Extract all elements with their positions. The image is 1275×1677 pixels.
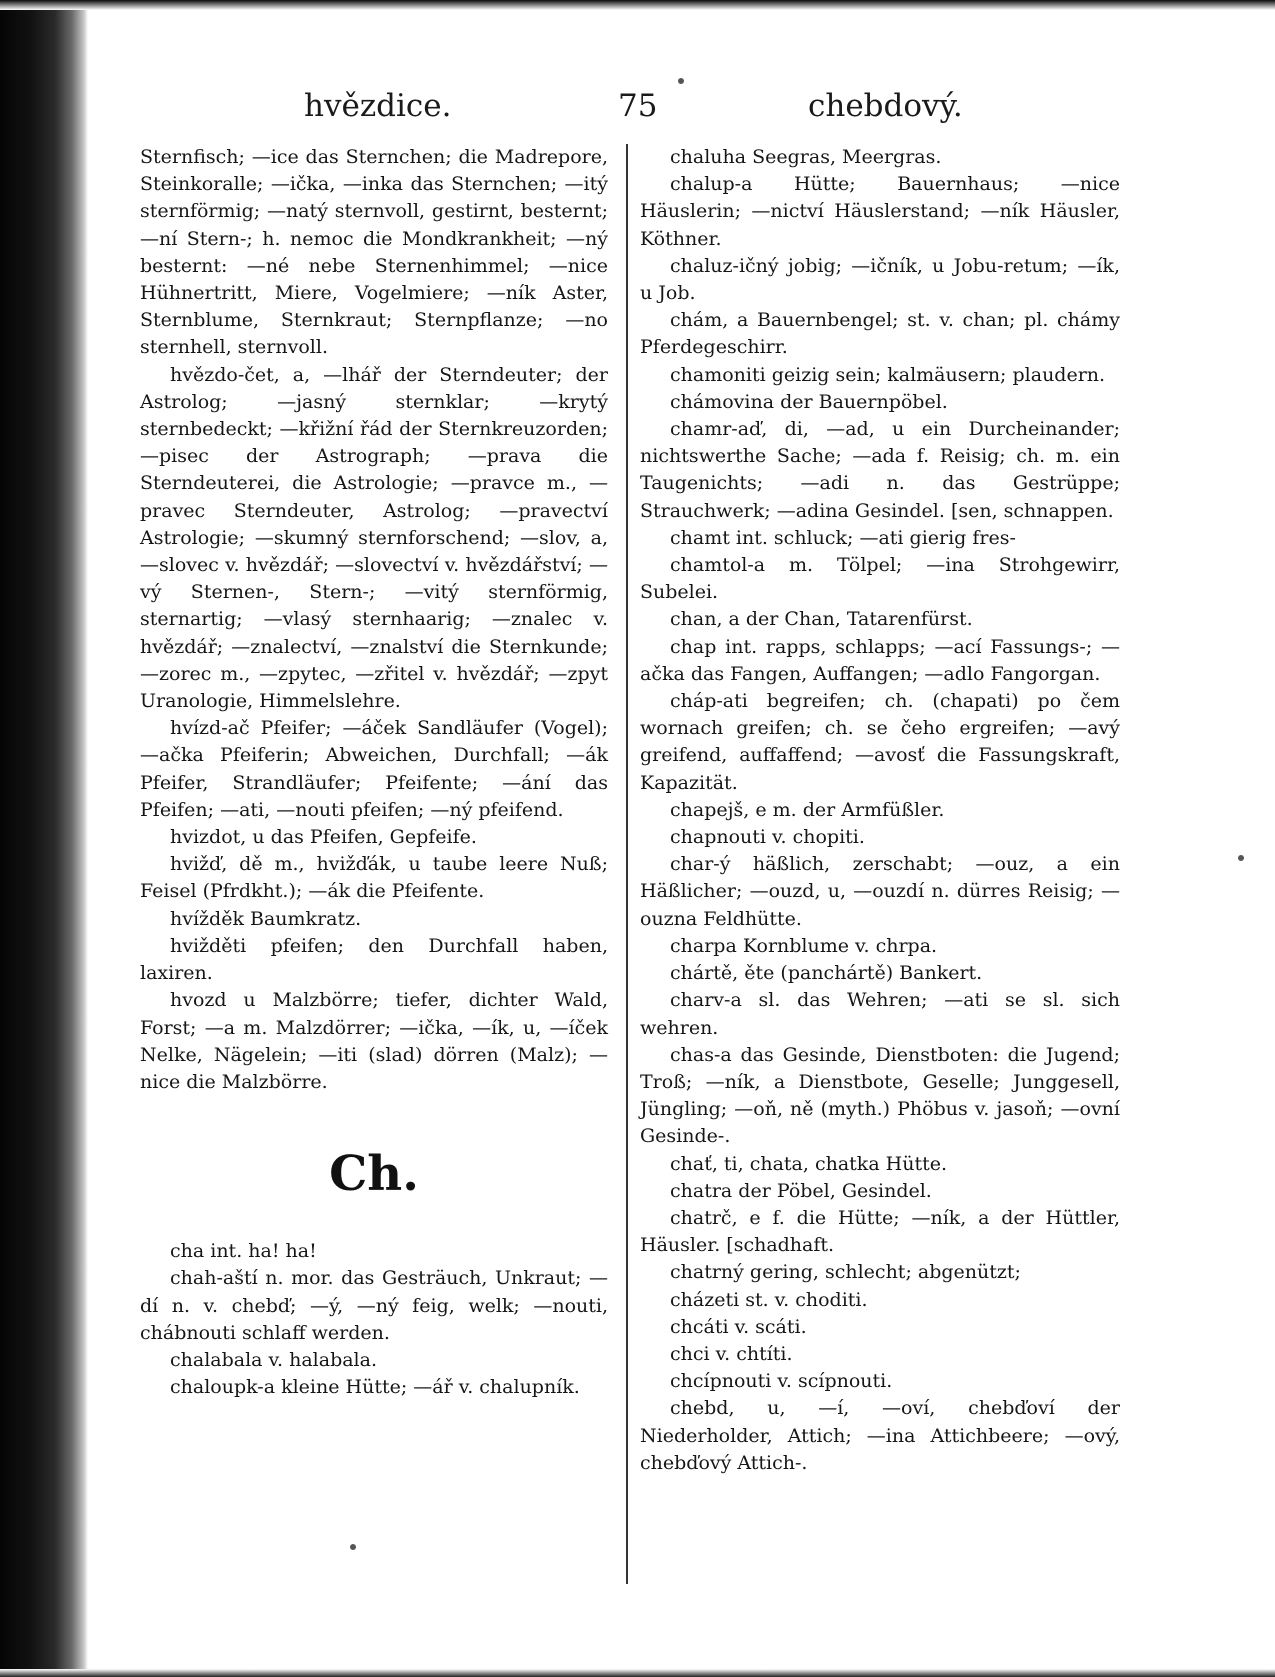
dictionary-entry: hvižděti pfeifen; den Durchfall haben, laxiren.	[140, 934, 608, 985]
dictionary-entry: chan, a der Chan, Tatarenfürst.	[670, 608, 973, 631]
left-column	[140, 144, 608, 1401]
dictionary-entry: chci v. chtíti.	[670, 1342, 793, 1365]
scan-binding-shadow	[0, 0, 88, 1677]
dictionary-entry: cháp-ati begreifen; ch. (chapati) po čem wornach greifen; ch. se čeho ergreifen; —avý greifend, auffaffend; —avosť die Fassungskraft, Kapazität.	[640, 690, 1120, 794]
dictionary-entry: charv-a sl. das Wehren; —ati se sl. sich wehren.	[640, 989, 1120, 1039]
dictionary-entry: chap int. rapps, schlapps; —ací Fassungs-; —ačka das Fangen, Auffangen; —adlo Fangorgan.	[640, 635, 1120, 685]
dictionary-entry: Sternfisch; —ice das Sternchen; die Madrepore, Steinkoralle; —ička, —inka das Sternchen; —itý sternförmig; —natý sternvoll, gestirnt, besternt; —ní Stern-; h. nemoc die Mondkrankheit; —ný besternt: —né nebe Sternenhimmel; —nice Hühnertritt, Miere, Vogelmiere; —ník Aster, Sternblume, Sternkraut; Sternpflanze; —no sternhell, sternvoll.	[140, 146, 608, 359]
dictionary-entry: chatrč, e f. die Hütte; —ník, a der Hüttler, Häusler. [schadhaft.	[640, 1206, 1120, 1257]
dictionary-entry: hvízd-ač Pfeifer; —áček Sandläufer (Vogel); —ačka Pfeiferin; Abweichen, Durchfall; —ák Pfeifer, Strandläufer; Pfeifente; —ání das Pfeifen; —ati, —nouti pfeifen; —ný pfeifend.	[140, 717, 608, 821]
dictionary-entry: charpa Kornblume v. chrpa.	[670, 934, 938, 957]
page-number: 75	[618, 88, 658, 124]
dictionary-entry: hvížděk Baumkratz.	[170, 907, 362, 930]
dictionary-entry: chapnouti v. chopiti.	[670, 826, 865, 849]
dictionary-entry: chas-a das Gesinde, Dienstboten: die Jugend; Troß; —ník, a Dienstbote, Geselle; Junggesell, Jüngling; —oň, ně (myth.) Phöbus v. jasoň; —ovní Gesinde-.	[640, 1043, 1120, 1148]
dictionary-page	[140, 78, 1125, 1598]
dictionary-entry: chať, ti, chata, chatka Hütte.	[670, 1152, 948, 1175]
dictionary-entry: chaloupk-a kleine Hütte; —ář v. chalupník.	[170, 1376, 580, 1399]
dictionary-entry: chatrný gering, schlecht; abgenützt;	[670, 1261, 1021, 1284]
dictionary-entry: chamtol-a m. Tölpel; —ina Strohgewirr, Subelei.	[640, 554, 1120, 604]
dictionary-entry: chaluz-ičný jobig; —ičník, u Jobu-retum; —ík, u Job.	[640, 254, 1120, 305]
print-speck	[350, 1544, 356, 1550]
dictionary-entry: chamt int. schluck; —ati gierig fres-	[670, 526, 1016, 549]
scan-bottom-edge	[0, 1669, 1275, 1677]
dictionary-entry: chamoniti geizig sein; kalmäusern; plaudern.	[670, 363, 1106, 386]
scan-top-edge	[0, 0, 1275, 10]
running-head-first-word: hvězdice.	[304, 88, 452, 124]
dictionary-entry: chalup-a Hütte; Bauernhaus; —nice Häuslerin; —nictví Häuslerstand; —ník Häusler, Köthner.	[640, 173, 1120, 250]
dictionary-entry: cha int. ha! ha!	[170, 1240, 317, 1263]
column-divider	[626, 144, 628, 1584]
dictionary-entry: chámovina der Bauernpöbel.	[670, 390, 948, 413]
section-heading: Ch.	[329, 1146, 419, 1203]
dictionary-entry: char-ý häßlich, zerschabt; —ouz, a ein Häßlicher; —ouzd, u, —ouzdí n. dürres Reisig; —ouzna Feldhütte.	[640, 853, 1120, 930]
dictionary-entry: chaluha Seegras, Meergras.	[670, 146, 942, 168]
dictionary-entry: chártě, ěte (panchártě) Bankert.	[670, 962, 983, 985]
dictionary-entry: chah-aští n. mor. das Gesträuch, Unkraut; —dí n. v. chebď; —ý, —ný feig, welk; —nouti, chábnouti schlaff werden.	[140, 1267, 608, 1344]
dictionary-entry: hvižď, dě m., hvižďák, u taube leere Nuß; Feisel (Pfrdkht.); —ák die Pfeifente.	[140, 853, 608, 903]
dictionary-entry: hvozd u Malzbörre; tiefer, dichter Wald, Forst; —a m. Malzdörrer; —ička, —ík, u, —íček Nelke, Nägelein; —iti (slad) dörren (Malz); —nice die Malzbörre.	[140, 989, 608, 1093]
dictionary-entry: chamr-aď, di, —ad, u ein Durcheinander; nichtswerthe Sache; —ada f. Reisig; ch. m. ein Taugenichts; —adi n. das Gestrüppe; Strauchwerk; —adina Gesindel. [sen, schnappen.	[640, 418, 1120, 522]
dictionary-entry: hvizdot, u das Pfeifen, Gepfeife.	[170, 826, 477, 849]
dictionary-entry: hvězdo-čet, a, —lhář der Sterndeuter; der Astrolog; —jasný sternklar; —krytý sternbedeckt; —křižní řád der Sternkreuzorden; —pisec der Astrograph; —prava die Sterndeuterei, die Astrologie; —pravce m., —pravec Sterndeuter, Astrolog; —pravectví Astrologie; —skumný sternforschend; —slov, a, —slovec v. hvězdář; —slovectví v. hvězdářství; —vý Sternen-, Stern-; —vitý sternförmig, sternartig; —vlasý sternhaarig; —znalec v. hvězdář; —znalectví, —znalství die Sternkunde; —zorec m., —zpytec, —zřitel v. hvězdář; —zpyt Uranologie, Himmelslehre.	[140, 363, 608, 713]
dictionary-entry: chalabala v. halabala.	[170, 1348, 378, 1371]
running-head	[140, 88, 1125, 138]
dictionary-entry: chcípnouti v. scípnouti.	[670, 1370, 893, 1393]
right-column	[640, 144, 1120, 1477]
dictionary-entry: cházeti st. v. choditi.	[670, 1288, 868, 1311]
dictionary-entry: chapejš, e m. der Armfüßler.	[670, 798, 945, 821]
print-speck	[678, 78, 684, 84]
dictionary-entry: chám, a Bauernbengel; st. v. chan; pl. chámy Pferdegeschirr.	[640, 309, 1120, 359]
print-speck	[1238, 855, 1244, 861]
running-head-last-word: chebdový.	[808, 88, 963, 124]
dictionary-entry: chatra der Pöbel, Gesindel.	[670, 1179, 932, 1202]
dictionary-entry: chcáti v. scáti.	[670, 1315, 807, 1338]
dictionary-entry: chebd, u, —í, —oví, chebďoví der Niederholder, Attich; —ina Attichbeere; —ový, chebďový Attich-.	[640, 1397, 1120, 1474]
